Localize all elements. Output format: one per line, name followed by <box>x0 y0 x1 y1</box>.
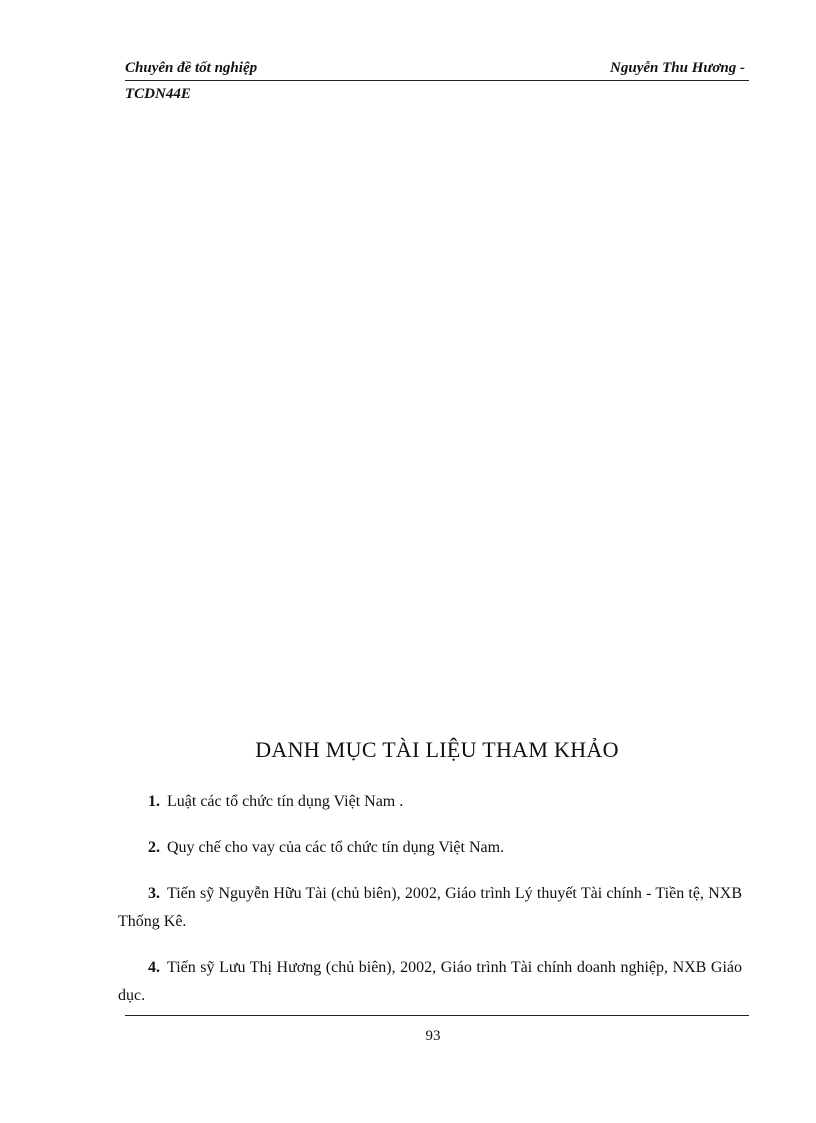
header-author: Nguyễn Thu Hương - <box>610 60 745 76</box>
reference-number: 3. <box>148 885 160 902</box>
reference-number: 4. <box>148 959 160 976</box>
reference-number: 1. <box>148 793 160 810</box>
reference-text: Tiến sỹ Nguyễn Hữu Tài (chủ biên), 2002, Giáo trình Lý thuyết Tài chính - Tiền tệ, NXB Thống Kê. <box>118 885 742 930</box>
reference-item <box>118 880 742 936</box>
reference-item <box>118 788 742 816</box>
page-number: 93 <box>425 1028 441 1044</box>
page-header <box>125 58 749 81</box>
header-document-type: Chuyên đề tốt nghiệp <box>125 60 258 76</box>
footer-divider <box>125 1015 749 1016</box>
header-class-code: TCDN44E <box>125 86 191 102</box>
reference-text: Luật các tổ chức tín dụng Việt Nam . <box>167 793 404 810</box>
reference-number: 2. <box>148 839 160 856</box>
reference-text: Quy chế cho vay của các tổ chức tín dụng Việt Nam. <box>167 839 505 856</box>
reference-list <box>118 788 742 1028</box>
references-title: DANH MỤC TÀI LIỆU THAM KHẢO <box>255 737 619 762</box>
reference-item <box>118 834 742 862</box>
reference-item <box>118 954 742 1010</box>
reference-text: Tiến sỹ Lưu Thị Hương (chủ biên), 2002, Giáo trình Tài chính doanh nghiệp, NXB Giáo dục. <box>118 959 742 1004</box>
